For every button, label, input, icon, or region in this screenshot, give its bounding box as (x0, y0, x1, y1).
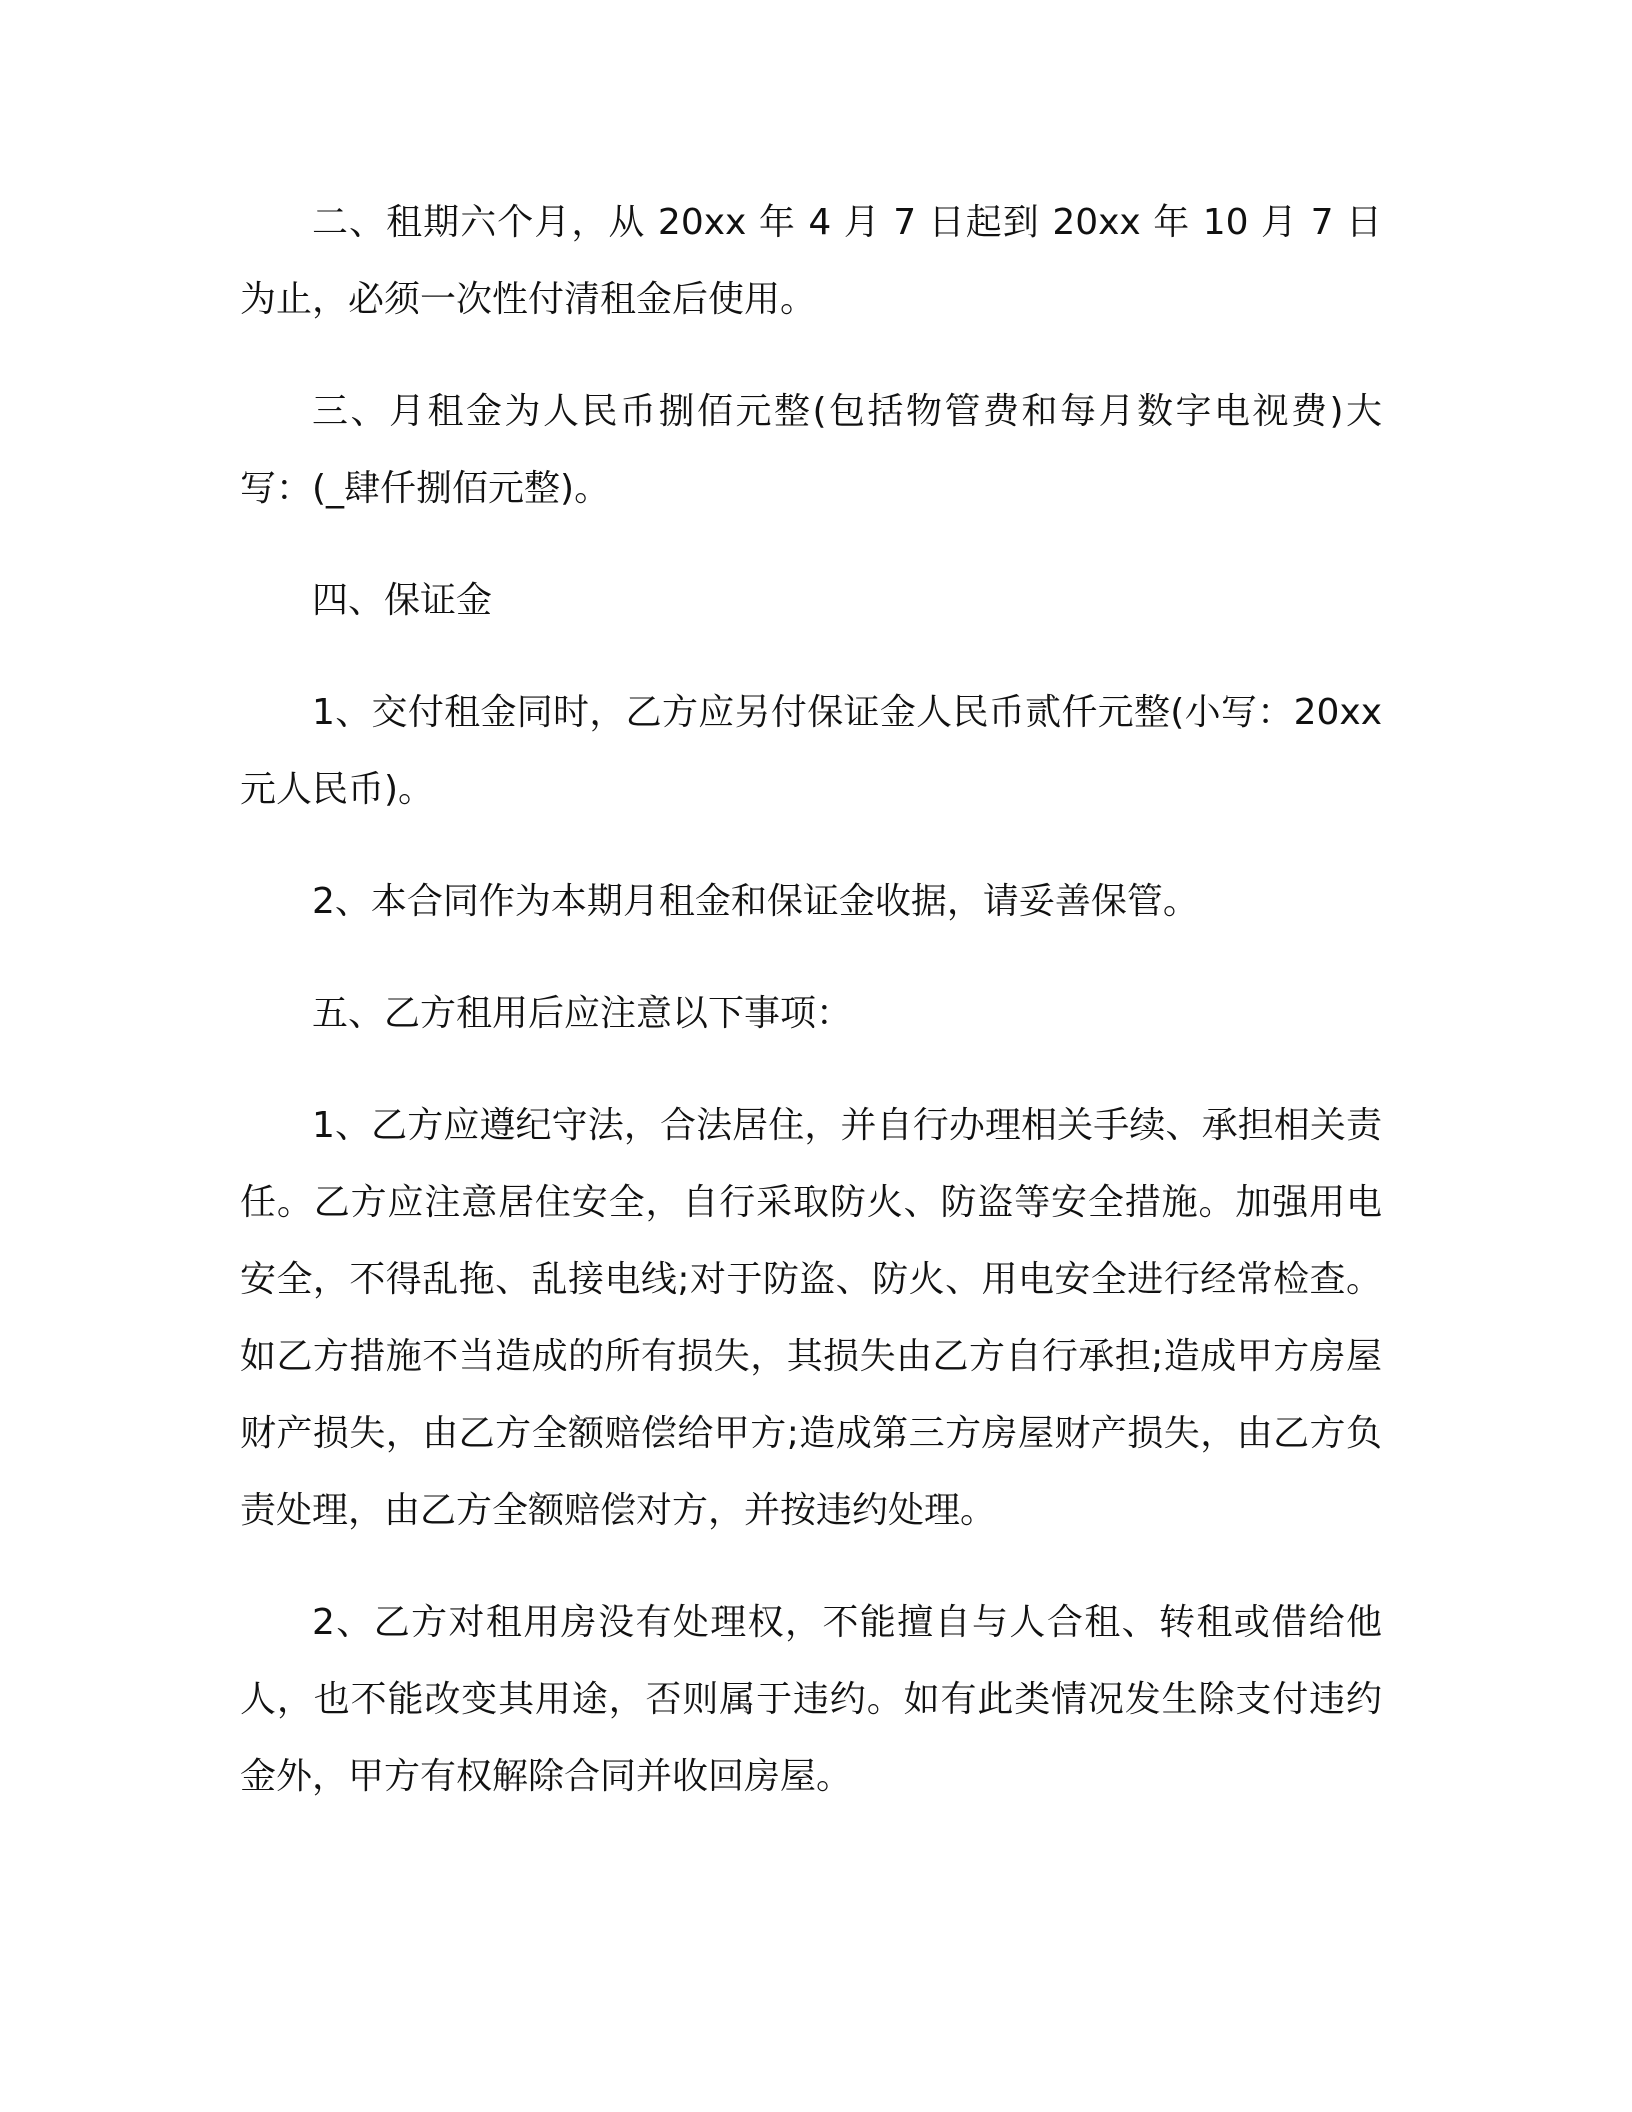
document-body (240, 184, 1382, 1850)
paragraph-lease-term: 二、租期六个月，从 20xx 年 4 月 7 日起到 20xx 年 10 月 7 日为止，必须一次性付清租金后使用。 (240, 202, 1382, 320)
paragraph-deposit-heading: 四、保证金 (312, 580, 493, 621)
paragraph-monthly-rent: 三、月租金为人民币捌佰元整(包括物管费和每月数字电视费)大写：(_肆仟捌佰元整)。 (240, 391, 1382, 509)
paragraph-note-2: 2、乙方对租用房没有处理权，不能擅自与人合租、转租或借给他人，也不能改变其用途，否则属于违约。如有此类情况发生除支付违约金外，甲方有权解除合同并收回房屋。 (240, 1602, 1382, 1797)
paragraph-notes-heading: 五、乙方租用后应注意以下事项： (312, 993, 853, 1034)
paragraph-deposit-1: 1、交付租金同时，乙方应另付保证金人民币贰仟元整(小写：20xx 元人民币)。 (240, 692, 1382, 810)
paragraph-note-1: 1、乙方应遵纪守法，合法居住，并自行办理相关手续、承担相关责任。乙方应注意居住安全，自行采取防火、防盗等安全措施。加强用电安全，不得乱拖、乱接电线;对于防盗、防火、用电安全进行经常检查。如乙方措施不当造成的所有损失，其损失由乙方自行承担;造成甲方房屋财产损失，由乙方全额赔偿给甲方;造成第三方房屋财产损失，由乙方负责处理，由乙方全额赔偿对方，并按违约处理。 (240, 1105, 1382, 1531)
paragraph-deposit-2: 2、本合同作为本期月租金和保证金收据，请妥善保管。 (312, 881, 1199, 922)
